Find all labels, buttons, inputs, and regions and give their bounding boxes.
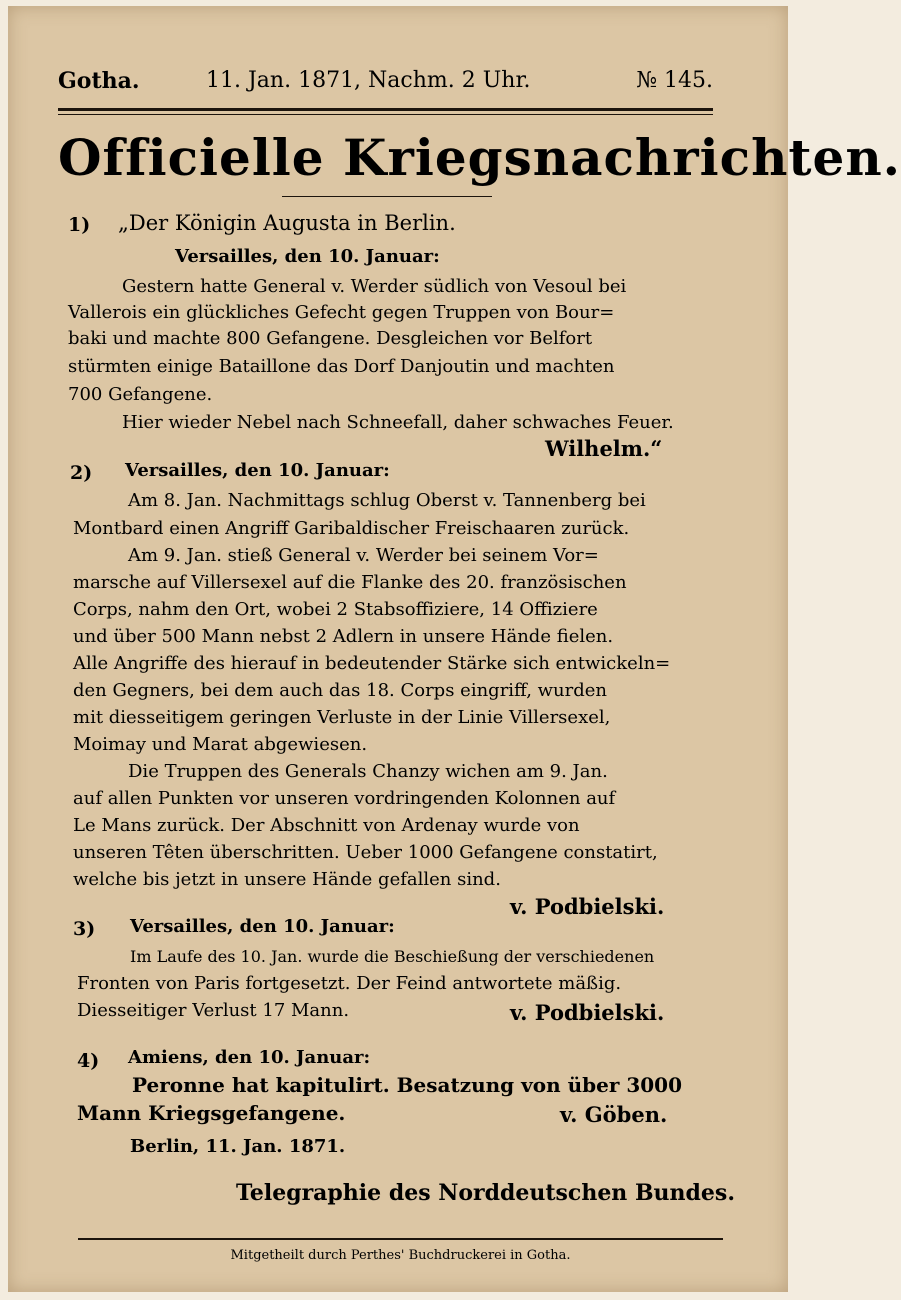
report2-line: Moimay und Marat abgewiesen. <box>73 734 368 755</box>
report3-dateline: Versailles, den 10. Januar: <box>130 916 395 937</box>
report4-number: 4) <box>77 1050 100 1072</box>
report3-line: Im Laufe des 10. Jan. wurde die Beschießung der verschiedenen <box>130 947 655 966</box>
report1-addressee: „Der Königin Augusta in Berlin. <box>118 211 456 235</box>
header-rule-thick <box>58 108 713 111</box>
printer-note: Mitgetheilt durch Perthes' Buchdruckerei in Gotha. <box>230 1248 571 1263</box>
report2-line: Corps, nahm den Ort, wobei 2 Stabsoffiziere, 14 Offiziere <box>73 599 598 620</box>
report2-line: Alle Angriffe des hierauf in bedeutender Stärke sich entwickeln= <box>73 653 671 674</box>
title-underline <box>282 196 492 197</box>
page-title: Officielle Kriegsnachrichten. <box>58 128 901 187</box>
report2-line: Die Truppen des Generals Chanzy wichen am 9. Jan. <box>128 761 608 782</box>
report3-line: Diesseitiger Verlust 17 Mann. <box>77 1000 350 1021</box>
report2-line: welche bis jetzt in unsere Hände gefallen sind. <box>73 869 501 890</box>
report1-line: Gestern hatte General v. Werder südlich von Vesoul bei <box>122 276 627 297</box>
report2-line: marsche auf Villersexel auf die Flanke des 20. französischen <box>73 572 627 593</box>
report1-line: stürmten einige Bataillone das Dorf Danjoutin und machten <box>68 356 615 377</box>
header-number: № 145. <box>636 68 713 93</box>
report2-number: 2) <box>70 462 93 484</box>
report2-line: mit diesseitigem geringen Verluste in der Linie Villersexel, <box>73 707 611 728</box>
report1-signature: Wilhelm.“ <box>545 436 663 461</box>
report1-dateline: Versailles, den 10. Januar: <box>175 246 440 267</box>
report3-signature: v. Podbielski. <box>510 1000 665 1025</box>
header-place: Gotha. <box>58 68 140 94</box>
report1-line: Vallerois ein glückliches Gefecht gegen Truppen von Bour= <box>68 302 615 323</box>
report2-line: und über 500 Mann nebst 2 Adlern in unsere Hände fielen. <box>73 626 614 647</box>
report4-line: Peronne hat kapitulirt. Besatzung von über 3000 <box>132 1073 682 1097</box>
report2-line: Am 9. Jan. stieß General v. Werder bei seinem Vor= <box>128 545 599 566</box>
report2-line: unseren Têten überschritten. Ueber 1000 Gefangene constatirt, <box>73 842 658 863</box>
report2-signature: v. Podbielski. <box>510 894 665 919</box>
report2-line: Am 8. Jan. Nachmittags schlug Oberst v. Tannenberg bei <box>128 490 646 511</box>
footer-rule <box>78 1238 723 1240</box>
report4-line: Mann Kriegsgefangene. <box>77 1101 346 1125</box>
closing-place-date: Berlin, 11. Jan. 1871. <box>130 1136 346 1157</box>
report3-line: Fronten von Paris fortgesetzt. Der Feind antwortete mäßig. <box>77 973 622 994</box>
report2-line: den Gegners, bei dem auch das 18. Corps eingriff, wurden <box>73 680 608 701</box>
report1-line: baki und machte 800 Gefangene. Desgleichen vor Belfort <box>68 328 593 349</box>
header-rule-thin <box>58 114 713 115</box>
report2-line: auf allen Punkten vor unseren vordringenden Kolonnen auf <box>73 788 616 809</box>
report2-dateline: Versailles, den 10. Januar: <box>125 460 390 481</box>
report4-signature: v. Göben. <box>560 1102 668 1127</box>
report1-line: 700 Gefangene. <box>68 384 213 405</box>
report1-line: Hier wieder Nebel nach Schneefall, daher schwaches Feuer. <box>122 412 674 433</box>
report2-line: Le Mans zurück. Der Abschnitt von Ardenay wurde von <box>73 815 580 836</box>
report3-number: 3) <box>73 918 96 940</box>
telegram-sheet <box>8 6 901 1292</box>
header-datetime: 11. Jan. 1871, Nachm. 2 Uhr. <box>206 68 531 93</box>
telegraph-agency: Telegraphie des Norddeutschen Bundes. <box>236 1180 735 1206</box>
report1-number: 1) <box>68 214 91 236</box>
report4-dateline: Amiens, den 10. Januar: <box>128 1047 371 1068</box>
report2-line: Montbard einen Angriff Garibaldischer Freischaaren zurück. <box>73 518 630 539</box>
header <box>58 68 713 102</box>
